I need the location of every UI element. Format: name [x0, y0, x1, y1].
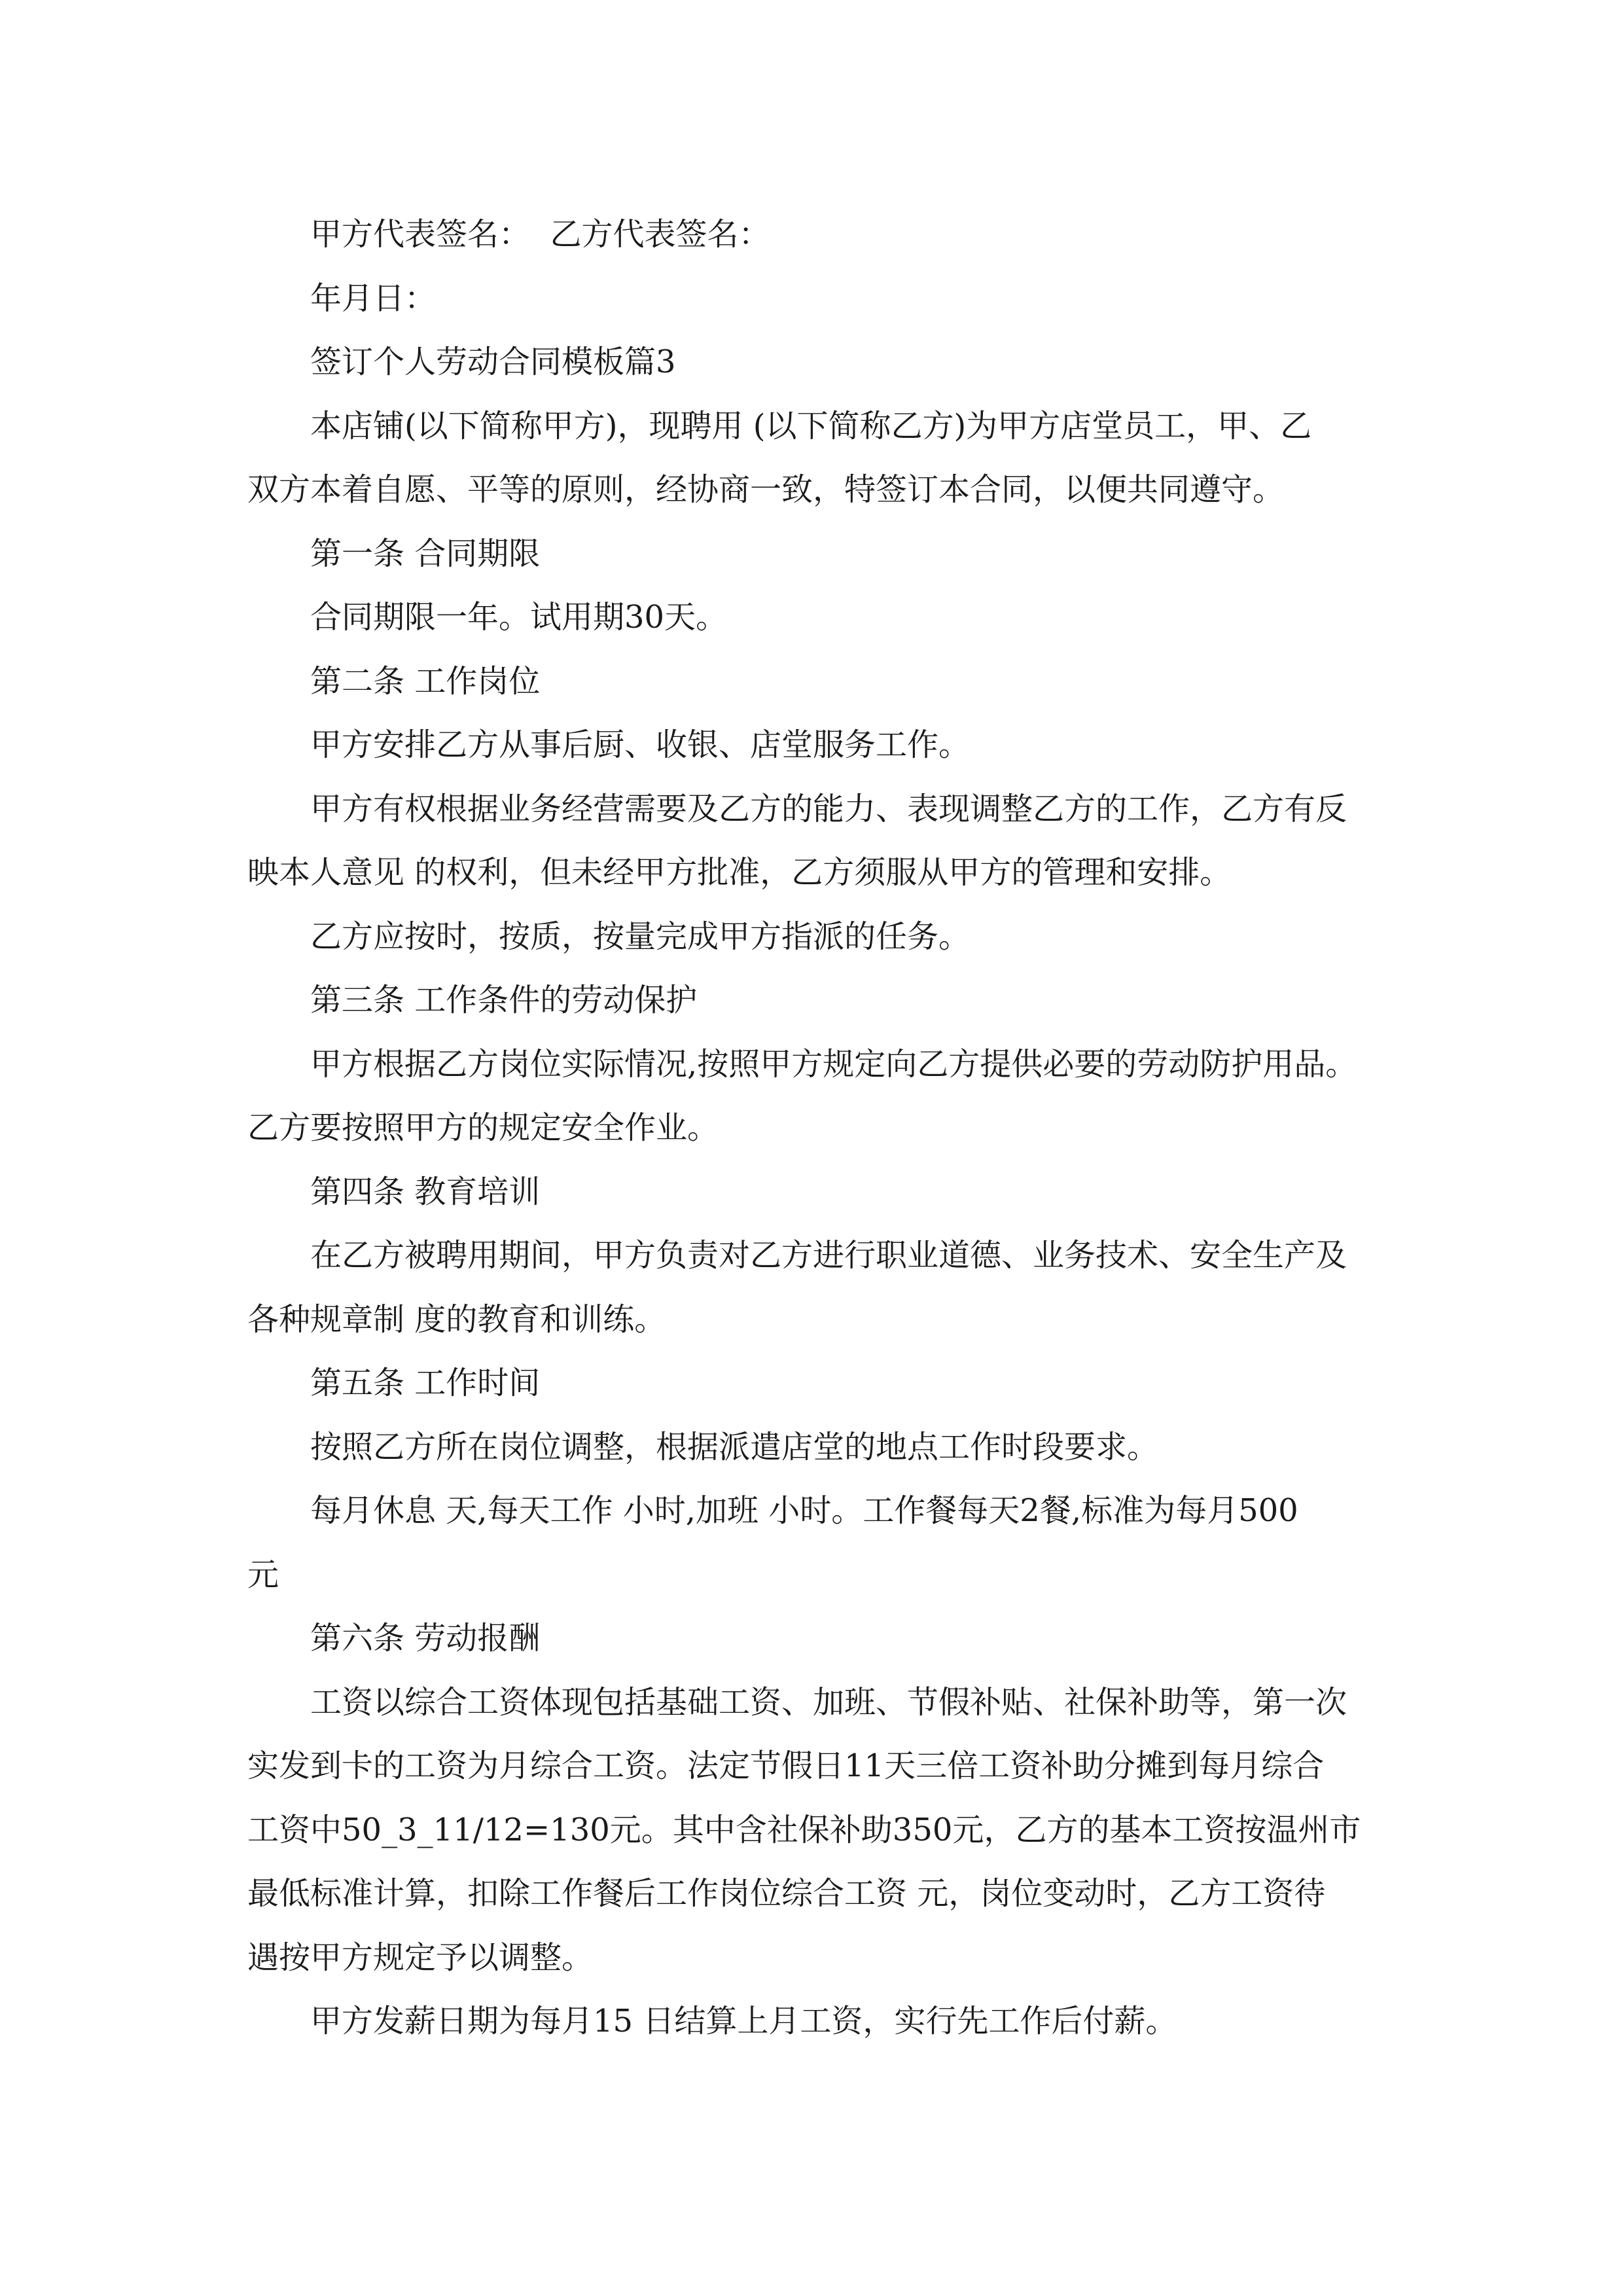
document-line: 甲方发薪日期为每月15 日结算上月工资，实行先工作后付薪。	[310, 2003, 1177, 2039]
document-line: 各种规章制 度的教育和训练。	[247, 1300, 666, 1338]
document-line: 签订个人劳动合同模板篇3	[310, 344, 676, 380]
document-line: 甲方代表签名： 乙方代表签名：	[310, 216, 770, 253]
document-line: 映本人意见 的权利，但未经甲方批准，乙方须服从甲方的管理和安排。	[247, 854, 1232, 891]
document-line: 合同期限一年。试用期30天。	[310, 599, 728, 636]
document-line: 第二条 工作岗位	[310, 662, 541, 700]
document-line: 工资中50_3_11/12=130元。其中含社保补助350元，乙方的基本工资按温州市	[247, 1811, 1361, 1848]
document-line: 第一条 合同期限	[310, 535, 541, 572]
document-line: 每月休息 天,每天工作 小时,加班 小时。工作餐每天2餐,标准为每月500	[310, 1492, 1298, 1529]
document-body	[247, 203, 1389, 2054]
document-line: 第五条 工作时间	[310, 1365, 541, 1401]
document-line: 按照乙方所在岗位调整，根据派遣店堂的地点工作时段要求。	[310, 1428, 1159, 1465]
document-line: 甲方安排乙方从事后厨、收银、店堂服务工作。	[310, 726, 971, 763]
document-line: 最低标准计算，扣除工作餐后工作岗位综合工资 元，岗位变动时，乙方工资待	[247, 1875, 1326, 1912]
document-line: 甲方根据乙方岗位实际情况,按照甲方规定向乙方提供必要的劳动防护用品。	[310, 1045, 1357, 1083]
document-line: 年月日：	[310, 279, 437, 317]
document-line: 第三条 工作条件的劳动保护	[310, 982, 698, 1018]
document-line: 本店铺(以下简称甲方)，现聘用 (以下简称乙方)为甲方店堂员工，甲、乙	[310, 407, 1312, 444]
document-line: 甲方有权根据业务经营需要及乙方的能力、表现调整乙方的工作，乙方有反	[310, 790, 1347, 827]
document-line: 双方本着自愿、平等的原则，经协商一致，特签订本合同，以便共同遵守。	[247, 471, 1285, 508]
document-line: 工资以综合工资体现包括基础工资、加班、节假补贴、社保补助等，第一次	[310, 1683, 1347, 1721]
document-line: 第六条 劳动报酬	[310, 1620, 541, 1657]
document-line: 第四条 教育培训	[310, 1173, 541, 1210]
document-line: 在乙方被聘用期间，甲方负责对乙方进行职业道德、业务技术、安全生产及	[310, 1237, 1347, 1274]
document-line: 遇按甲方规定予以调整。	[247, 1939, 594, 1976]
document-line: 元	[247, 1556, 279, 1593]
document-line: 实发到卡的工资为月综合工资。法定节假日11天三倍工资补助分摊到每月综合	[247, 1748, 1325, 1784]
document-line: 乙方要按照甲方的规定安全作业。	[247, 1109, 719, 1146]
document-line: 乙方应按时，按质，按量完成甲方指派的任务。	[310, 918, 971, 955]
